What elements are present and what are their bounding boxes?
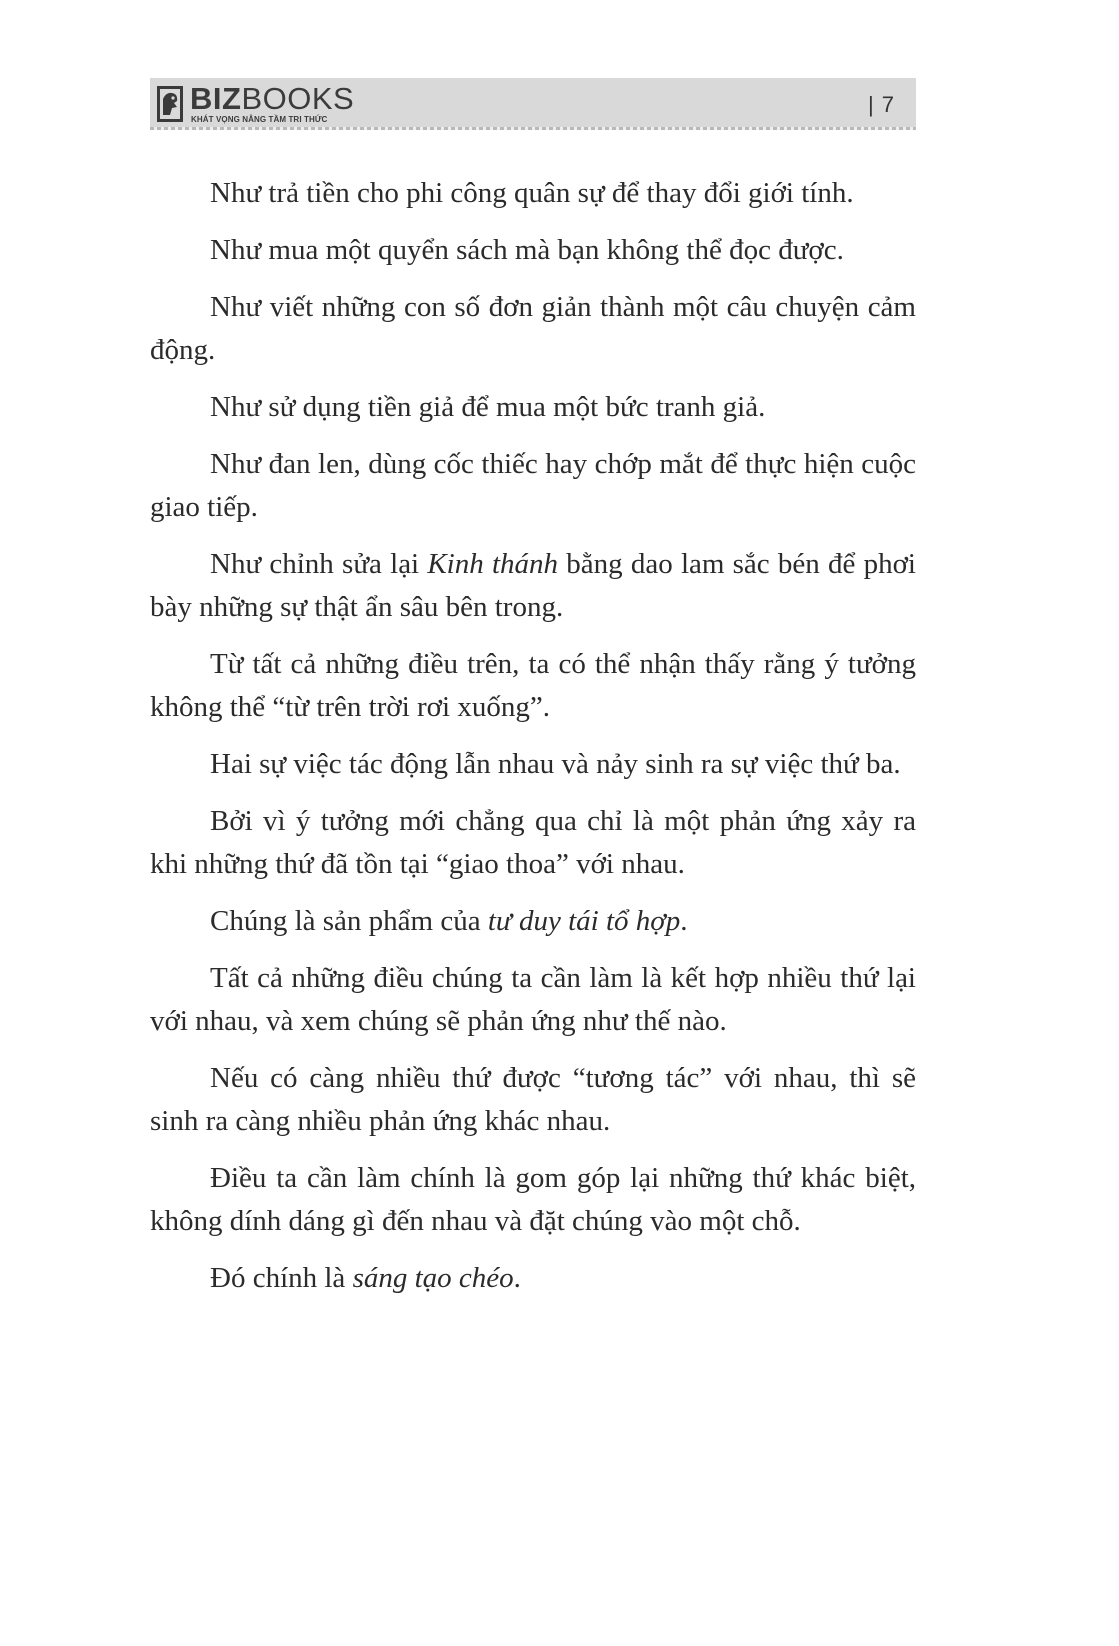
page-header bbox=[150, 78, 916, 130]
paragraph bbox=[150, 743, 916, 786]
paragraph-text: Nếu có càng nhiều thứ được “tương tác” với nhau, thì sẽ sinh ra càng nhiều phản ứng khác nhau. bbox=[150, 1062, 916, 1137]
brand-bold: BIZ bbox=[190, 81, 242, 116]
paragraph bbox=[150, 286, 916, 372]
paragraph-text: Như chỉnh sửa lại bbox=[210, 548, 428, 580]
paragraph bbox=[150, 543, 916, 629]
brand-name bbox=[190, 82, 354, 116]
paragraph-text: Tất cả những điều chúng ta cần làm là kết hợp nhiều thứ lại với nhau, và xem chúng sẽ phản ứng như thế nào. bbox=[150, 962, 916, 1037]
page-number-value: 7 bbox=[881, 92, 894, 117]
paragraph-text: Như mua một quyển sách mà bạn không thể đọc được. bbox=[210, 234, 844, 266]
paragraph bbox=[150, 1257, 916, 1300]
paragraph-text: Bởi vì ý tưởng mới chẳng qua chỉ là một phản ứng xảy ra khi những thứ đã tồn tại “giao thoa” với nhau. bbox=[150, 805, 916, 880]
paragraph-text: Hai sự việc tác động lẫn nhau và nảy sinh ra sự việc thứ ba. bbox=[210, 748, 901, 780]
paragraph-text: . bbox=[680, 905, 688, 937]
bizbooks-logo-icon bbox=[156, 85, 184, 123]
brand-tagline: KHÁT VỌNG NÂNG TẦM TRI THỨC bbox=[191, 115, 328, 124]
paragraph bbox=[150, 386, 916, 429]
paragraph-text: Từ tất cả những điều trên, ta có thể nhận thấy rằng ý tưởng không thể “từ trên trời rơi xuống”. bbox=[150, 648, 916, 723]
page-number bbox=[868, 93, 894, 117]
paragraph-text: Như viết những con số đơn giản thành một câu chuyện cảm động. bbox=[150, 291, 916, 366]
brand-regular: BOOKS bbox=[241, 81, 355, 116]
paragraph-text: Như sử dụng tiền giả để mua một bức tranh giả. bbox=[210, 391, 766, 423]
paragraph-text: . bbox=[513, 1262, 521, 1294]
paragraph bbox=[150, 229, 916, 272]
paragraph-text: bằng dao lam sắc bén để phơi bày những sự thật ẩn sâu bên trong. bbox=[150, 548, 916, 623]
paragraph bbox=[150, 900, 916, 943]
italic-term: tư duy tái tổ hợp bbox=[487, 905, 681, 937]
paragraph bbox=[150, 1157, 916, 1243]
paragraph bbox=[150, 172, 916, 215]
page-number-separator: | bbox=[868, 92, 874, 117]
paragraph bbox=[150, 800, 916, 886]
paragraph bbox=[150, 443, 916, 529]
paragraph-text: Chúng là sản phẩm của bbox=[210, 905, 488, 937]
paragraph bbox=[150, 957, 916, 1043]
paragraph bbox=[150, 643, 916, 729]
paragraph bbox=[150, 1057, 916, 1143]
italic-term: sáng tạo chéo bbox=[352, 1262, 514, 1294]
paragraph-text: Điều ta cần làm chính là gom góp lại những thứ khác biệt, không dính dáng gì đến nhau và đặt chúng vào một chỗ. bbox=[150, 1162, 916, 1237]
paragraph-text: Như trả tiền cho phi công quân sự để thay đổi giới tính. bbox=[210, 177, 854, 209]
paragraph-text: Như đan len, dùng cốc thiếc hay chớp mắt để thực hiện cuộc giao tiếp. bbox=[150, 448, 916, 523]
italic-term: Kinh thánh bbox=[427, 548, 559, 580]
paragraph-text: Đó chính là bbox=[210, 1262, 353, 1294]
body-text bbox=[150, 172, 916, 1314]
